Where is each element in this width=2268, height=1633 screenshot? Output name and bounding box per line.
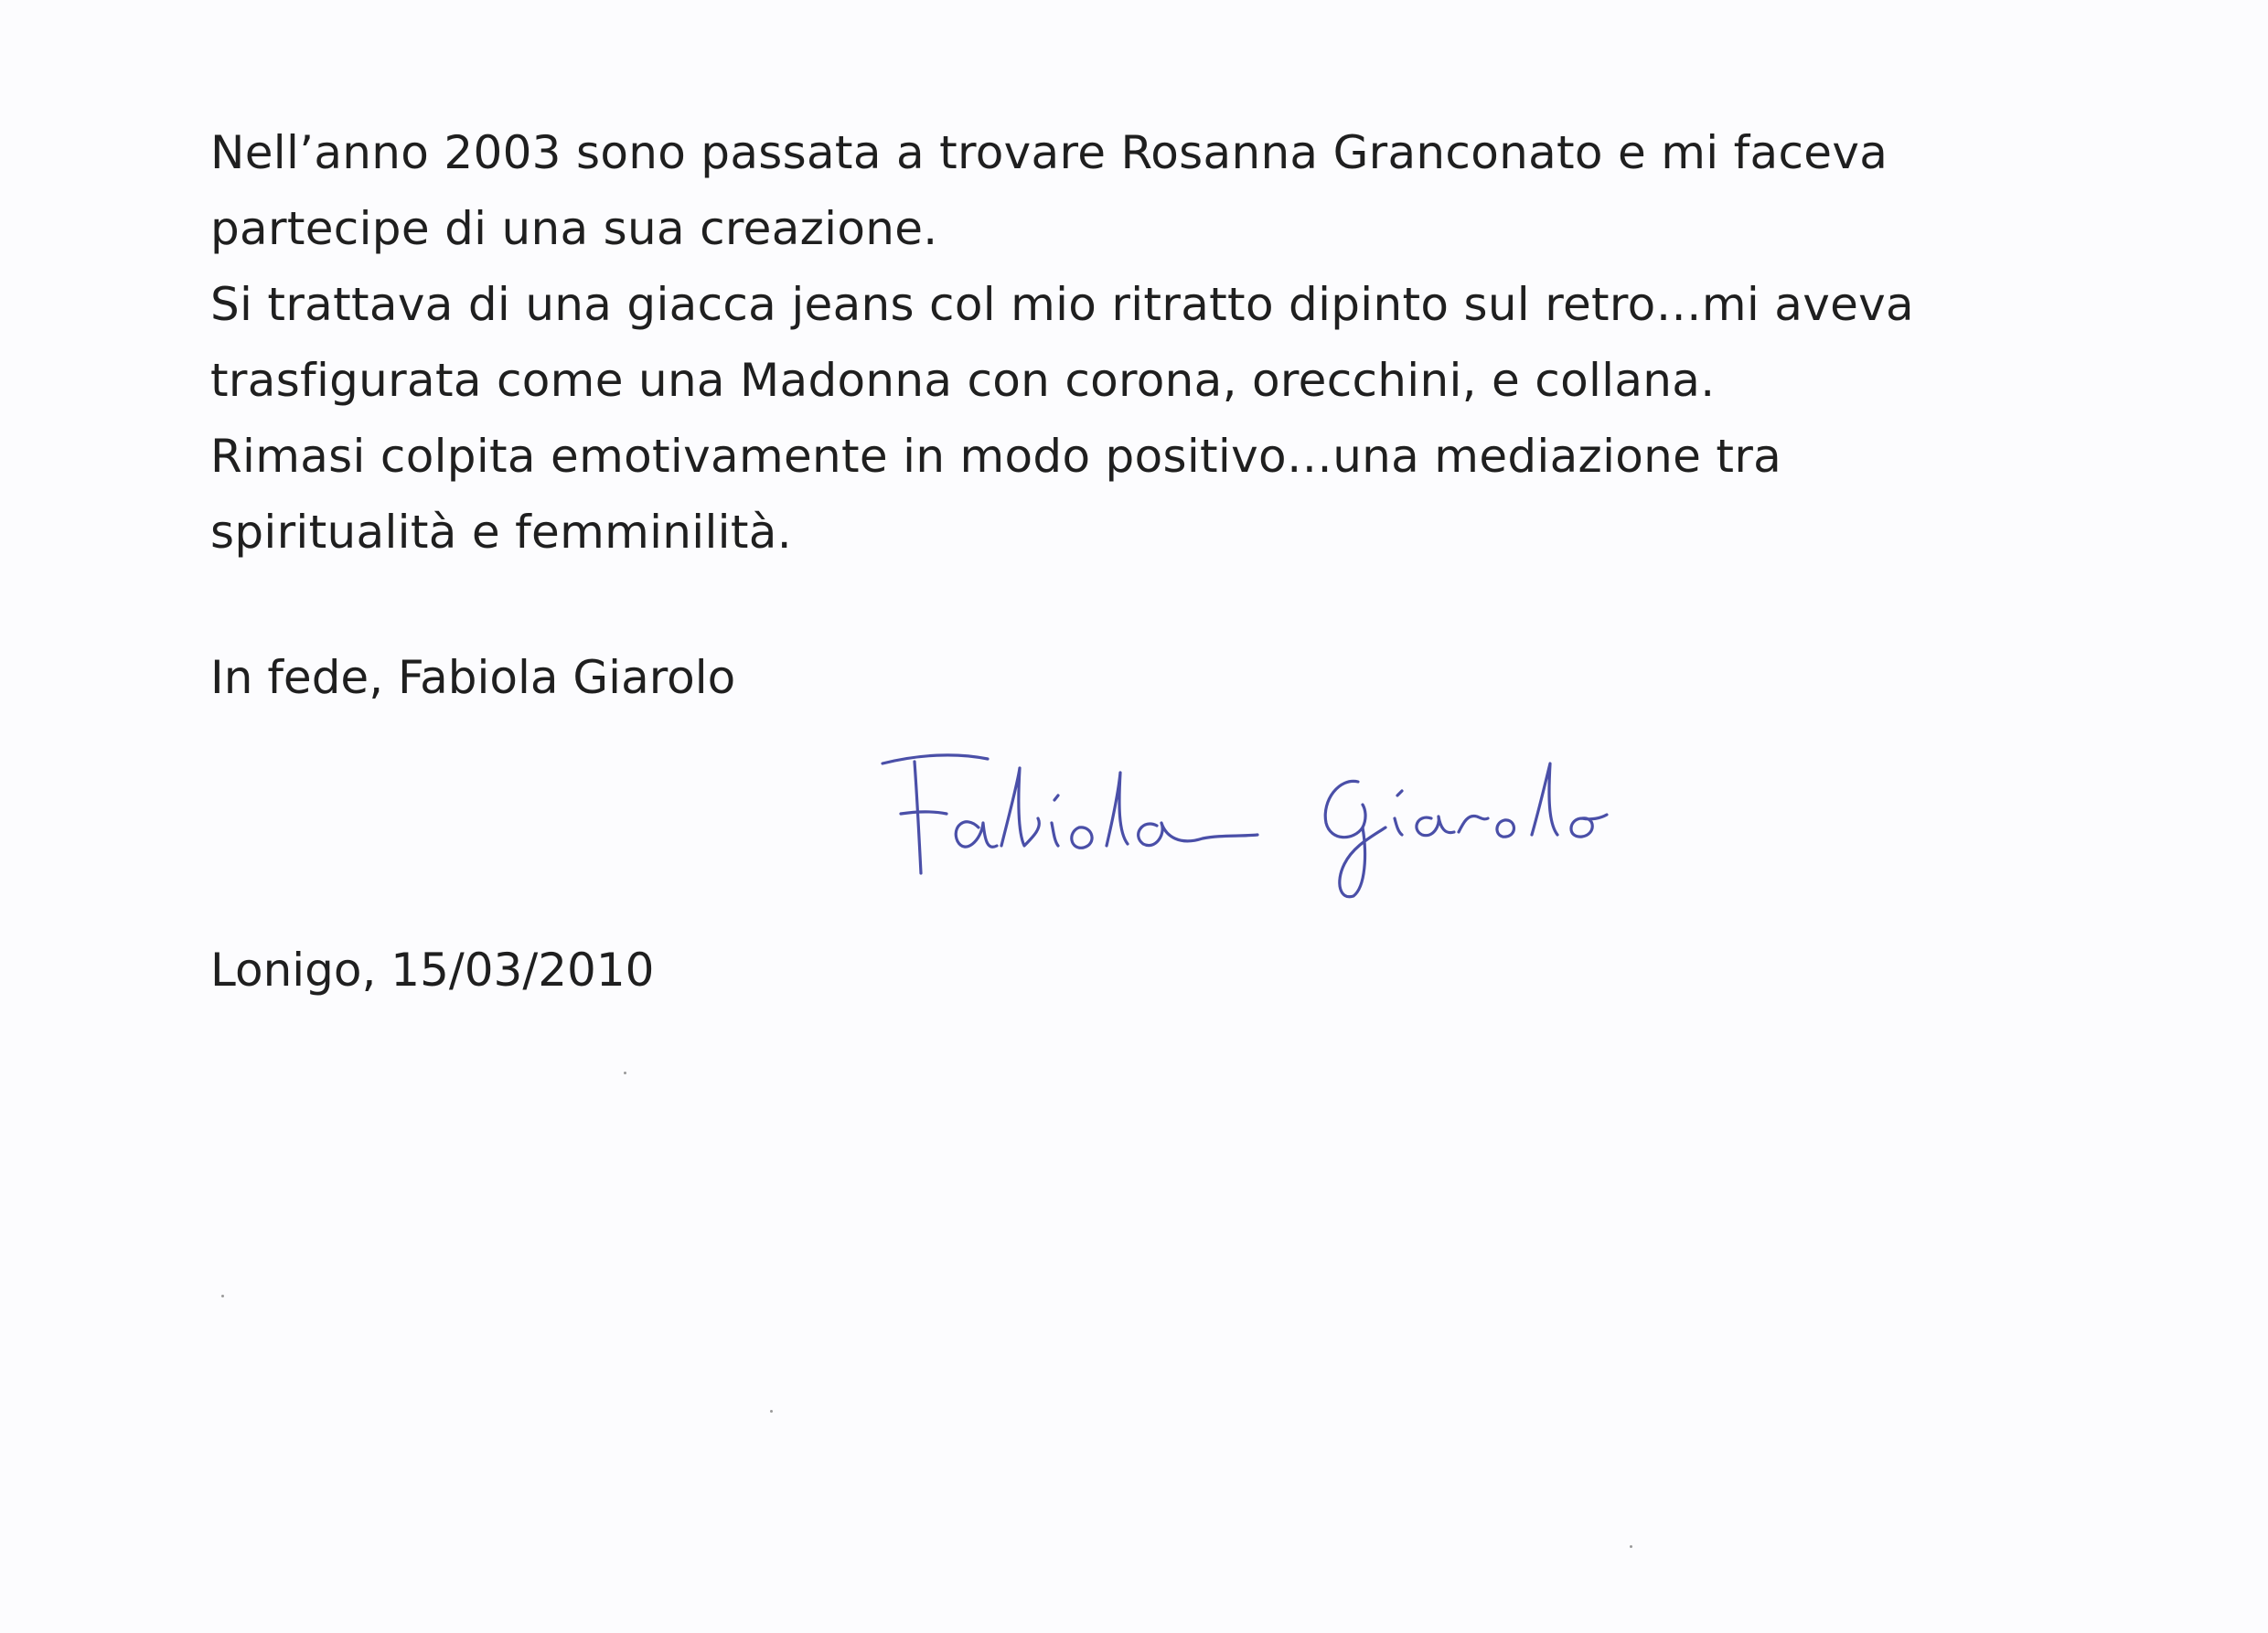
paper-speck <box>624 1072 626 1074</box>
letter-line: partecipe di una sua creazione. <box>210 202 938 255</box>
paper-speck <box>1630 1545 1632 1548</box>
letter-line: Si trattava di una giacca jeans col mio ritratto dipinto sul retro…mi aveva <box>210 278 1914 331</box>
letter-line: Nell’anno 2003 sono passata a trovare Rosanna Granconato e mi faceva <box>210 126 1888 179</box>
paper-speck <box>770 1410 773 1413</box>
paper-speck <box>221 1295 224 1297</box>
closing-line: In fede, Fabiola Giarolo <box>210 651 736 704</box>
letter-line: Rimasi colpita emotivamente in modo positivo…una mediazione tra <box>210 430 1782 483</box>
letter-body <box>210 115 2131 571</box>
letter-line: trasfigurata come una Madonna con corona, orecchini, e collana. <box>210 354 1716 407</box>
handwritten-signature <box>864 727 1687 901</box>
letter-line: spiritualità e femminilità. <box>210 506 792 559</box>
place-and-date: Lonigo, 15/03/2010 <box>210 944 655 997</box>
